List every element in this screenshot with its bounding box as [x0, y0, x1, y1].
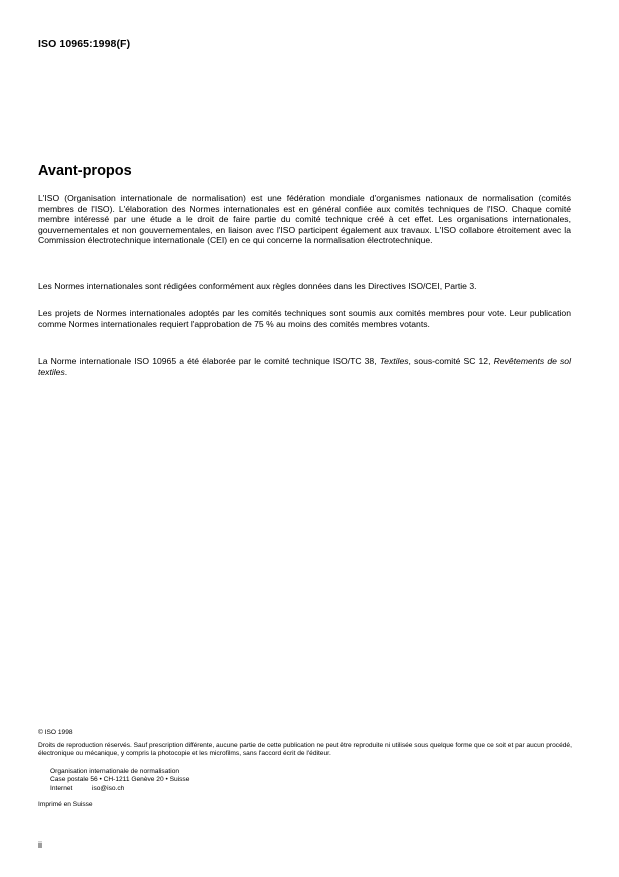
rights-statement: Droits de reproduction réservés. Sauf prescription différente, aucune partie de cette publication ne peut être reproduite ni utilisée sous quelque forme que ce soit et par aucun procédé, électronique ou mécanique, y compris la photocopie et les microfilms, sans l'accord écrit de l'éditeur.	[38, 742, 572, 758]
page-number: ii	[38, 840, 42, 850]
committee-middle: , sous-comité SC 12,	[408, 356, 494, 366]
committee-suffix: .	[64, 366, 68, 377]
paragraph-directives: Les Normes internationales sont rédigées conformément aux règles données dans les Directives ISO/CEI, Partie 3.	[38, 281, 477, 291]
iso-address-block	[50, 768, 590, 793]
email-link[interactable]: iso@iso.ch	[92, 784, 125, 792]
copyright-notice: © ISO 1998	[38, 729, 73, 736]
section-title: Avant-propos	[38, 163, 132, 179]
paragraph-voting: Les projets de Normes internationales adoptés par les comités techniques sont soumis aux comités membres pour vote. Leur publication comme Normes internationales requiert l'approbation de 75 % au moins des comités membres votants.	[38, 308, 571, 329]
committee-name: Textiles	[379, 356, 409, 366]
paragraph-iso-description: L'ISO (Organisation internationale de normalisation) est une fédération mondiale d'organismes nationaux de normalisation (comités membres de l'ISO). L'élaboration des Normes internationales est en général confiée aux comités techniques de l'ISO. Chaque comité membre intéressé par une étude a le droit de faire partie du comité technique créé à cet effet. Les organisations internationales, gouvernementales et non gouvernementales, en liaison avec l'ISO participent également aux travaux. L'ISO collabore étroitement avec la Commission électrotechnique internationale (CEI) en ce qui concerne la normalisation électrotechnique.	[38, 193, 571, 245]
paragraph-committee	[38, 356, 571, 377]
internet-label: Internet	[50, 784, 73, 792]
printed-in: Imprimé en Suisse	[38, 801, 93, 808]
committee-prefix: La Norme internationale ISO 10965 a été élaborée par le comité technique ISO/TC 38,	[38, 356, 380, 366]
subcommittee-name: Revêtements de sol textiles	[38, 356, 571, 377]
org-name: Organisation internationale de normalisation	[50, 768, 180, 775]
internet-line	[50, 785, 590, 793]
document-id: ISO 10965:1998(F)	[38, 38, 131, 50]
postal-address: Case postale 56 • CH-1211 Genève 20 • Suisse	[50, 776, 190, 784]
